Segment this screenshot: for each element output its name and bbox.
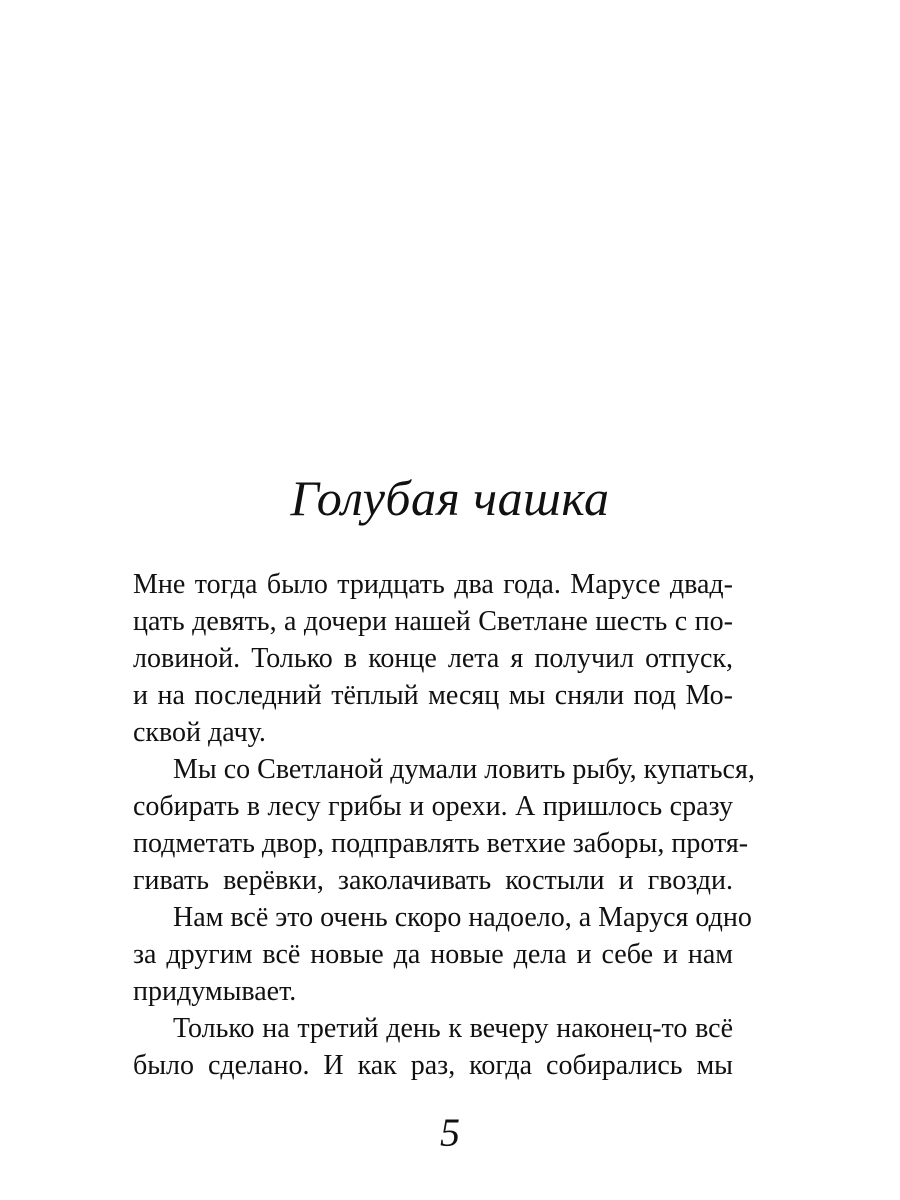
- text-line: было сделано. И как раз, когда собирались мы: [133, 1050, 733, 1081]
- text-line: сквой дачу.: [133, 717, 266, 748]
- text-line: Мне тогда было тридцать два года. Марусе двад-: [133, 569, 733, 600]
- chapter-title: Голубая чашка: [290, 470, 610, 526]
- text-line: Мы со Светланой думали ловить рыбу, купаться,: [173, 754, 755, 785]
- text-line: Нам всё это очень скоро надоело, а Маруся одно: [173, 902, 752, 933]
- text-line: гивать верёвки, заколачивать костыли и гвозди.: [133, 865, 733, 896]
- text-line: и на последний тёплый месяц мы сняли под Мо-: [133, 680, 733, 711]
- page-number: 5: [440, 1110, 460, 1155]
- text-line: Только на третий день к вечеру наконец-то всё: [173, 1013, 733, 1044]
- text-line: цать девять, а дочери нашей Светлане шесть с по-: [133, 606, 733, 637]
- text-line: подметать двор, подправлять ветхие заборы, протя-: [133, 828, 749, 859]
- text-line: придумывает.: [133, 976, 297, 1007]
- body-text: [133, 566, 755, 1084]
- text-line: собирать в лесу грибы и орехи. А пришлось сразу: [133, 791, 733, 822]
- text-line: за другим всё новые да новые дела и себе и нам: [133, 939, 733, 970]
- text-line: ловиной. Только в конце лета я получил отпуск,: [133, 643, 733, 674]
